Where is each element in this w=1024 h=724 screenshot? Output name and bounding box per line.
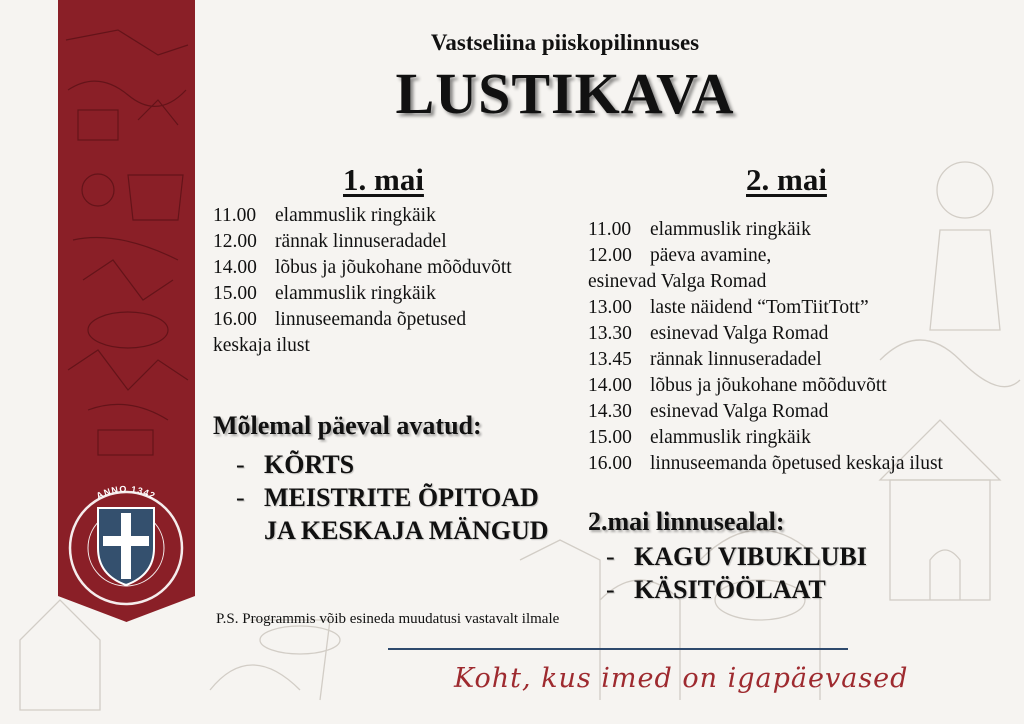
schedule-text: esinevad Valga Romad <box>650 401 829 422</box>
schedule-text: linnuseemanda õpetused keskaja ilust <box>650 453 943 474</box>
schedule-time: 16.00 <box>588 453 632 474</box>
list-item-label: KAGU VIBUKLUBI <box>634 542 867 571</box>
list-item <box>236 481 549 514</box>
schedule-time: 15.00 <box>213 283 257 304</box>
schedule-time: 11.00 <box>213 205 257 226</box>
schedule-row <box>588 399 943 425</box>
schedule-time: 12.00 <box>588 245 632 266</box>
schedule-row <box>588 217 943 243</box>
schedule-row <box>588 425 943 451</box>
list-item-label: JA KESKAJA MÄNGUD <box>264 516 549 545</box>
schedule-time: 14.00 <box>213 257 257 278</box>
schedule-row <box>213 255 512 281</box>
schedule-text: lõbus ja jõukohane mõõduvõtt <box>275 257 512 278</box>
list-item <box>236 514 549 547</box>
list-item <box>606 573 867 606</box>
schedule-text: elammuslik ringkäik <box>650 427 811 448</box>
schedule-time: 13.30 <box>588 323 632 344</box>
schedule-text: lõbus ja jõukohane mõõduvõtt <box>650 375 887 396</box>
schedule-time: 11.00 <box>588 219 632 240</box>
emblem-top-text: ANNO 1342 <box>94 483 158 502</box>
event-subtitle: Vastseliina piiskopilinnuses <box>430 30 700 55</box>
schedule-text-continued: keskaja ilust <box>213 335 310 356</box>
schedule-time: 15.00 <box>588 427 632 448</box>
schedule-time: 14.30 <box>588 401 632 422</box>
list-dash: - <box>606 575 615 604</box>
list-item <box>236 448 549 481</box>
schedule-row <box>588 295 943 321</box>
schedule-row <box>213 281 512 307</box>
schedule-time: 12.00 <box>213 231 257 252</box>
list-dash: - <box>236 450 245 479</box>
schedule-row <box>213 307 512 333</box>
schedule-text: elammuslik ringkäik <box>275 205 436 226</box>
schedule-text: laste näidend “TomTiitTott” <box>650 297 869 318</box>
day2-heading: 2. mai <box>746 162 827 197</box>
schedule-text: elammuslik ringkäik <box>275 283 436 304</box>
schedule-time: 16.00 <box>213 309 257 330</box>
schedule-text: rännak linnuseradadel <box>650 349 822 370</box>
schedule-text-continued: esinevad Valga Romad <box>588 271 767 292</box>
list-dash: - <box>236 483 245 512</box>
list-item-label: MEISTRITE ÕPITOAD <box>264 483 539 512</box>
page-title: LUSTIKAVA <box>395 61 735 126</box>
divider-line <box>388 648 848 650</box>
schedule-text: esinevad Valga Romad <box>650 323 829 344</box>
schedule-text: elammuslik ringkäik <box>650 219 811 240</box>
schedule-row <box>588 373 943 399</box>
both-days-heading: Mõlemal päeval avatud: <box>213 411 482 440</box>
day1-schedule <box>213 203 512 359</box>
schedule-row <box>588 321 943 347</box>
schedule-row <box>213 203 512 229</box>
list-item-label: KÕRTS <box>264 450 355 479</box>
list-item <box>606 540 867 573</box>
schedule-row <box>588 243 943 269</box>
slogan: Koht, kus imed on igapäevased <box>454 663 909 694</box>
schedule-time: 13.45 <box>588 349 632 370</box>
schedule-time: 13.00 <box>588 297 632 318</box>
schedule-row <box>588 451 943 477</box>
day1-heading: 1. mai <box>343 162 424 197</box>
day2-schedule <box>588 217 943 477</box>
schedule-text: päeva avamine, <box>650 245 772 266</box>
day2-area-heading: 2.mai linnusealal: <box>588 507 785 536</box>
list-dash: - <box>606 542 615 571</box>
ps-note: P.S. Programmis võib esineda muudatusi vastavalt ilmale <box>216 611 560 627</box>
schedule-text: linnuseemanda õpetused <box>275 309 467 330</box>
schedule-text: rännak linnuseradadel <box>275 231 447 252</box>
list-item-label: KÄSITÖÖLAAT <box>634 575 826 604</box>
schedule-row <box>213 229 512 255</box>
day2-area-list <box>606 540 867 606</box>
schedule-time: 14.00 <box>588 375 632 396</box>
schedule-row <box>588 347 943 373</box>
both-days-list <box>236 448 549 547</box>
